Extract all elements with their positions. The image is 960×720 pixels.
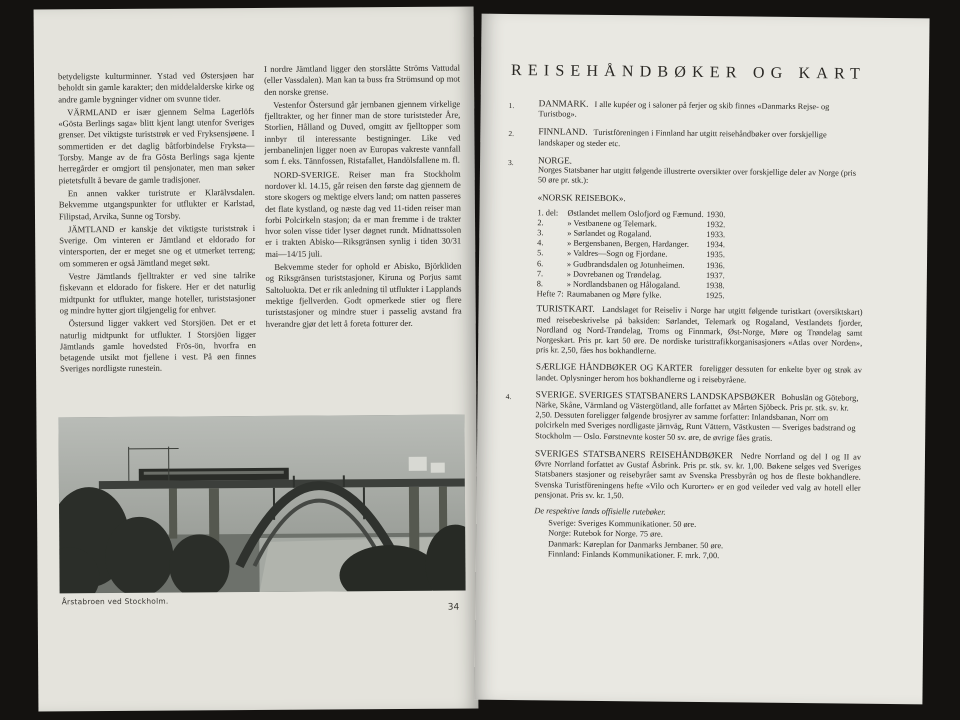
entry-heading: NORGE. — [538, 155, 573, 166]
entry-number: 3. — [508, 157, 514, 167]
right-text-column — [264, 63, 462, 332]
reisebok-part: 7. — [536, 269, 544, 279]
reisebok-year: 1938. — [705, 281, 725, 291]
entry-norge — [508, 155, 864, 189]
reisebok-part: 5. — [537, 248, 544, 258]
saerlige-block — [536, 362, 862, 387]
paragraph: I nordre Jämtland ligger den storslåtte Ströms Vattudal (eller Vassdalen). Man kan ta buss fra Strömsund op mot den norske grense. — [263, 62, 461, 97]
right-page — [474, 14, 929, 705]
reisebok-part: 8. — [536, 279, 544, 289]
reisebok-region: » Dovrebanen og Trøndelag. — [566, 269, 662, 280]
reisebok-part: 3. — [537, 228, 544, 238]
reisebok-year: 1925. — [705, 291, 725, 301]
entry-text: Bohuslän og Göteborg, Närke, Skåne, Värmland og Västergötland, alle forfattet av Mårten Sjöbeck. Pris pr. stk. sv. kr. 2,50. Dessuten foreligger følgende brosjyrer av samme forfatter: Inlandsbanan, Norr om polcirkeln med Sveriges nordligaste järnväg, Runt Vättern, Västkusten — Sveriges badstrand og Stockholm — Oslo. Førstnevnte koster 50 sv. øre, de øvrige fåes gratis. — [535, 392, 859, 443]
turistkart-text: Landslaget for Reiseliv i Norge har utgitt følgende turistkart (oversiktskart) med reisebeskrivelse på baksiden: Sørlandet, Telemark og Rogaland, Vestlandets fjorder, Nordland og Nord-Trøndelag, Troms og Finnmark, Øst-Norge, Møre og Trøndelag samt Norgeskart. Pris pr. kart 50 øre. De nordiske turisttrafikkorganisasjoners «Atlas over Norden», pris kr. 2,50, fåes hos bokhandlerne. — [536, 305, 863, 356]
entry-heading: DANMARK. — [538, 98, 589, 109]
turistkart-heading: TURISTKART. — [536, 303, 595, 315]
reisehandboker-text: Nedre Norrland og del I og II av Øvre Norrland forfattet av Gustaf Åsbrink. Pris pr. stk. sv. kr. 1,00. Bøkene selges ved Sveriges Statsbaners stasjoner og reisebyråer samt av Svenska Pressbyrån og hos de fleste bokhandlere. Svenska Turistföreningens hefte «Vilo och Kurorter» er en god veileder ved valg av hotell eller pensjonat. Pris sv. kr. 1,50. — [534, 451, 862, 500]
paragraph: NORD-SVERIGE. Reiser man fra Stockholm nordover kl. 14.15, går reisen den første dag gjennem de store skogers og mektige elvers land; om natten passeres det flate kystland, og næste dag ved 11-tiden reiser man forbi Polcirkeln stasjon; da er man fremme i de trakter hvor solen visse tider lyser døgnet rundt. Midnattssolen er i trakten Abisko—Riksgränsen synlig i tiden 30/31 mai—14/15 juli. — [264, 168, 462, 259]
reisebok-year: 1936. — [706, 260, 725, 270]
paragraph: Vestre Jämtlands fjelltrakter er ved sine talrike fiskevann et eldorado for fiskere. Her er det naturlig midtpunkt for utflukter, mange hoteller, turiststasjoner og mindre hytter gjort tilgjengelig for enhver. — [59, 270, 256, 316]
entry-sverige — [505, 389, 862, 445]
reisebok-region: Raumabanen og Møre fylke. — [566, 289, 662, 300]
entry-danmark — [508, 98, 864, 123]
rutebok-title: De respektive lands offisielle rutebøker. — [534, 506, 666, 517]
paragraph: JÄMTLAND er kanskje det viktigste turiststrøk i Sverige. Om vinteren er Jämtland et eldorado for vintersporten, der er meget sne og et utmerket terreng; om sommeren er også Jämtland meget søkt. — [59, 222, 256, 269]
entry-number: 2. — [508, 129, 515, 139]
paragraph: Vestenfor Östersund går jernbanen gjennem virkelige fjelltrakter, og her finner man de store turiststeder Åre, Storlien, Hålland og Duved, omgitt av fjelltopper som innbyr til interessante bestigninger. Like ved jernbanelinjen ligger noen av Europas vakreste vannfall som f. eks. Tännfossen, Ristafallet, Handölsfallene m. fl. — [264, 98, 461, 167]
reisebok-part: 4. — [537, 238, 544, 248]
reisebok-part: 1. del: — [537, 207, 559, 218]
reisebok-region: » Valdres—Sogn og Fjordane. — [567, 249, 668, 260]
paragraph: En annen vakker turistrute er Klarälvsdalen. Bekvemme utgangspunkter for utflukter er Karlstad, Filipstad, Arvika, Sunne og Torsby. — [58, 186, 255, 221]
reisebok-region: » Bergensbanen, Bergen, Hardanger. — [567, 238, 690, 250]
paragraph: Bekvemme steder for ophold er Abisko, Björkliden og Riksgränsen turiststasjoner, Kiruna og Porjus samt Saltoluokta. Det er rik anledning til utflukter i Lapplands mektige fjellverden. Godt opmerkede stier og flere turiststasjoner og mindre stuer i passelig avstand fra hverandre gjør det lett å foreta fotturer der. — [265, 260, 462, 329]
reisehandboker-heading: SVERIGES STATSBANERS REISEHÅNDBØKER — [534, 448, 733, 461]
reisehandboker-block — [535, 448, 862, 503]
norsk-reisebok-table — [537, 208, 729, 302]
entry-heading: SVERIGE. SVERIGES STATSBANERS LANDSKAPSBØKER — [535, 389, 776, 402]
reisebok-region: » Nordlandsbanen og Hålogaland. — [566, 279, 681, 290]
rutebok-list — [534, 506, 861, 562]
saerlige-text: foreligger dessuten for enkelte byer og strøk av landet. Oplysninger herom hos bokhandlerne og i reisebyråene. — [535, 364, 862, 385]
reisebok-row — [537, 290, 728, 302]
paragraph: VÄRMLAND er især gjennem Selma Lagerlöfs «Gösta Berlings saga» blitt kjent langt utenfor Sveriges grenser. Det viktigste turiststrøk er ved Fryksensjøene. I sommertiden er det daglig båtforbindelse Fryksta—Torsby. Mange av de fra Gösta Berlings saga kjente herregårder er omgjort til pensjonater, men man søker pietetsfullt å bevare de gamle tradisjoner. — [58, 105, 255, 186]
reisebok-year: 1934. — [706, 240, 726, 250]
norsk-reisebok-heading: «NORSK REISEBOK». — [537, 192, 626, 204]
entry-finnland — [508, 126, 864, 151]
rutebok-row: Finnland: Finlands Kommunikationer. F. mrk. 7,00. — [547, 549, 720, 560]
reisebok-year: 1932. — [706, 219, 726, 230]
page-number: 34 — [447, 602, 460, 613]
rutebok-row: Danmark: Køreplan for Danmarks Jernbaner. 50 øre. — [548, 538, 724, 550]
reisebok-year: 1930. — [706, 209, 726, 219]
bridge-photo — [58, 415, 465, 594]
entry-number: 1. — [508, 100, 515, 111]
rutebok-row: Norge: Rutebok for Norge. 75 øre. — [548, 528, 663, 539]
entry-text: Turistföreningen i Finnland har utgitt reisehåndbøker over forskjellige landskaper og steder etc. — [538, 128, 827, 148]
entry-heading: FINNLAND. — [538, 126, 588, 138]
saerlige-heading: SÆRLIGE HÅNDBØKER OG KARTER — [535, 361, 693, 374]
paragraph: betydeligste kulturminner. Ystad ved Østersjøen har beholdt sin gamle karakter; den middelalderske kirke og andre gamle bygninger vidner om svunne tider. — [57, 70, 255, 104]
left-text-column — [58, 70, 256, 377]
paragraph: Östersund ligger vakkert ved Storsjöen. Det er et naturlig midtpunkt for utflukter. I Storsjöen ligger Jämtlands gamle hovedsted Frös-ön, hvorfra en betagende utsikt mot fjellene i vest. På øen finnes Sveriges nordligste runestein. — [59, 317, 257, 374]
reisebok-year: 1935. — [706, 250, 725, 260]
reisebok-region: » Vestbanene og Telemark. — [567, 218, 657, 229]
reisebok-part: 6. — [536, 258, 544, 268]
rutebok-row: Sverige: Sveriges Kommunikationer. 50 øre. — [548, 518, 697, 530]
page-title: REISEHÅNDBØKER OG KART — [510, 61, 867, 83]
right-page-body — [504, 98, 865, 563]
photo-caption: Årstabroen ved Stockholm. — [61, 596, 169, 607]
reisebok-part: 2. — [537, 218, 544, 228]
reisebok-year: 1937. — [705, 270, 725, 281]
entry-text: I alle kupéer og i saloner på ferjer og skib finnes «Danmarks Rejse- og Turistbog». — [538, 99, 830, 119]
entry-text: Norges Statsbaner har utgitt følgende illustrerte oversikter over forskjellige deler av Norge (pris 50 øre pr. stk.): — [537, 165, 857, 186]
reisebok-region: » Gudbrandsdalen og Jotunheimen. — [566, 259, 685, 270]
reisebok-year: 1933. — [706, 230, 726, 240]
turistkart-block — [536, 304, 863, 359]
reisebok-region: Østlandet mellem Oslofjord og Fæmund. — [567, 208, 704, 219]
reisebok-region: » Sørlandet og Rogaland. — [567, 228, 652, 239]
left-page — [34, 6, 479, 711]
entry-number: 4. — [505, 391, 512, 401]
reisebok-part: Hefte 7: — [536, 289, 564, 299]
